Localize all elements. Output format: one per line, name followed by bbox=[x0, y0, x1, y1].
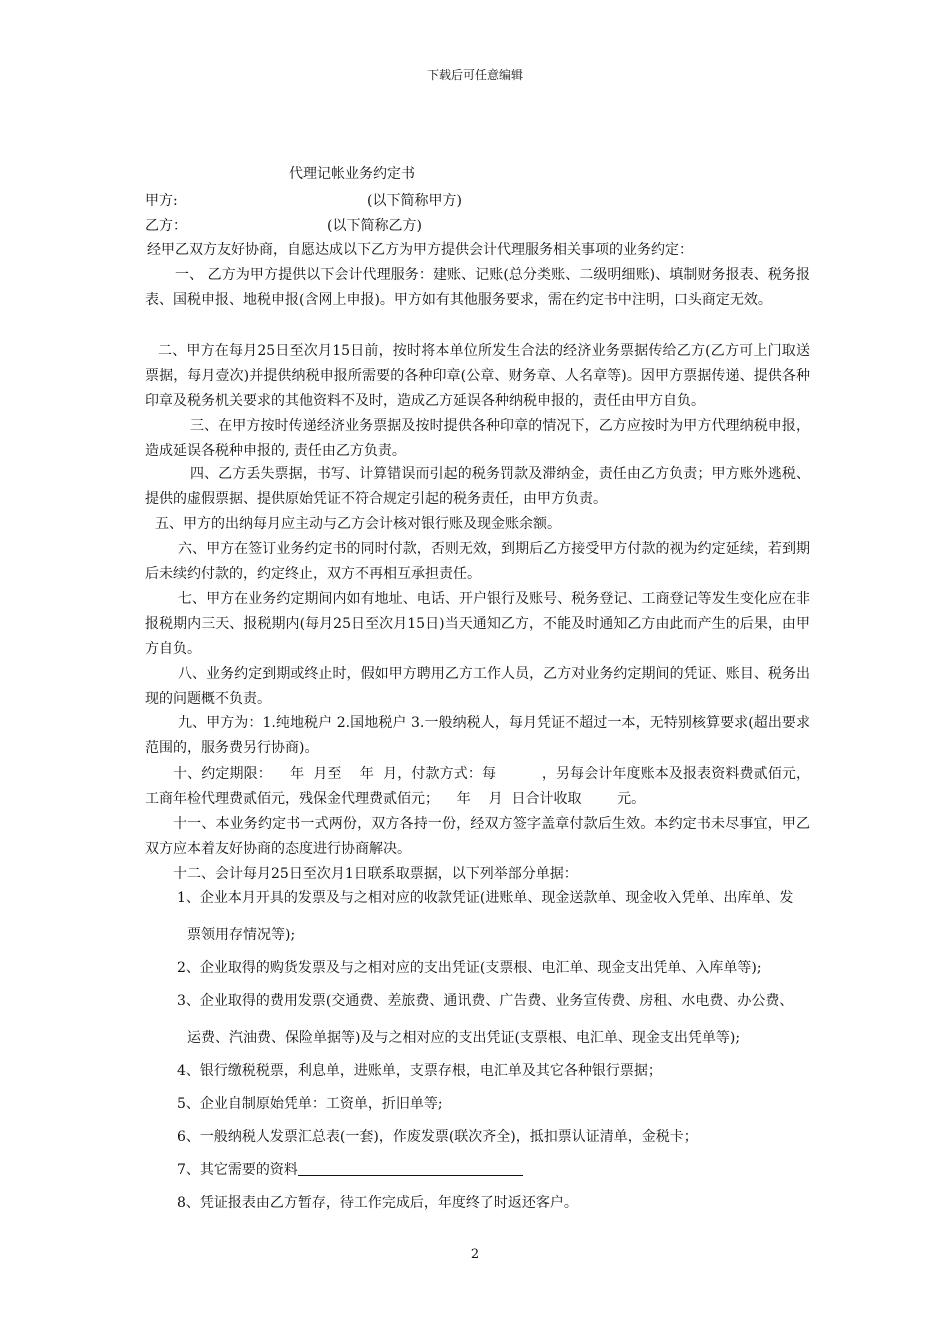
party-b-note: (以下简称乙方) bbox=[327, 218, 422, 234]
list-item: 3、企业取得的费用发票(交通费、差旅费、通讯费、广告费、业务宣传费、房租、水电费、办公费、 运费、汽油费、保险单据等)及与之相对应的支出凭证(支票根、电汇单、现金支出凭单等); bbox=[177, 993, 794, 1046]
clause-9: 九、甲方为：1.纯地税户 2.国地税户 3.一般纳税人，每月凭证不超过一本，无特别核算要求(超出要求范围的，服务费另行协商)。 bbox=[145, 715, 810, 756]
list-item: 2、企业取得的购货发票及与之相对应的支出凭证(支票根、电汇单、现金支出凭单、入库单等); bbox=[177, 960, 762, 976]
page-number: 2 bbox=[470, 1247, 480, 1262]
clause-11: 十一、本业务约定书一式两份，双方各持一份，经双方签字盖章付款后生效。本约定书未尽事宜，甲乙双方应本着友好协商的态度进行协商解决。 bbox=[145, 816, 810, 857]
intro-paragraph: 经甲乙双方友好协商，自愿达成以下乙方为甲方提供会计代理服务相关事项的业务约定： bbox=[147, 242, 693, 258]
clause-10: 十、约定期限： 年 月至 年 月，付款方式：每 ，另每会计年度账本及报表资料费贰佰元，工商年检代理费贰佰元，残保金代理费贰佰元； 年 月 日合计收取 元。 bbox=[145, 766, 810, 807]
clause-7: 七、甲方在业务约定期间内如有地址、电话、开户银行及账号、税务登记、工商登记等发生变化应在非报税期内三天、报税期内(每月25日至次月15日)当天通知乙方，不能及时通知乙方由此而产生的后果，由甲方自负。 bbox=[145, 591, 810, 657]
party-a-label: 甲方: bbox=[145, 193, 178, 209]
list-item: 8、凭证报表由乙方暂存，待工作完成后，年度终了时返还客户。 bbox=[177, 1195, 578, 1211]
party-a-line bbox=[145, 191, 462, 211]
fill-in-blank bbox=[298, 1161, 523, 1176]
clause-3: 三、在甲方按时传递经济业务票据及按时提供各种印章的情况下，乙方应按时为甲方代理纳税申报，造成延误各税种申报的, 责任由乙方负责。 bbox=[145, 418, 810, 459]
party-b-label: 乙方： bbox=[145, 218, 187, 234]
list-item: 5、企业自制原始凭单：工资单，折旧单等; bbox=[177, 1096, 443, 1112]
list-item: 1、企业本月开具的发票及与之相对应的收款凭证(进账单、现金送款单、现金收入凭单、出库单、发 票领用存情况等); bbox=[177, 890, 794, 943]
list-item: 4、银行缴税税票，利息单，进账单，支票存根，电汇单及其它各种银行票据； bbox=[177, 1063, 662, 1079]
list-item: 7、其它需要的资料 bbox=[177, 1160, 812, 1180]
clause-5: 五、甲方的出纳每月应主动与乙方会计核对银行账及现金账余额。 bbox=[155, 516, 561, 532]
list-item: 6、一般纳税人发票汇总表(一套)，作废发票(联次齐全)，抵扣票认证清单，金税卡； bbox=[177, 1129, 698, 1145]
header-note: 下载后可任意编辑 bbox=[426, 68, 523, 82]
clause-6: 六、甲方在签订业务约定书的同时付款，否则无效，到期后乙方接受甲方付款的视为约定延续，若到期后未续约付款的，约定终止，双方不再相互承担责任。 bbox=[145, 541, 810, 582]
document-title: 代理记帐业务约定书 bbox=[289, 166, 415, 182]
clause-2: 二、甲方在每月25日至次月15日前，按时将本单位所发生合法的经济业务票据传给乙方(乙方可上门取送票据，每月壹次)并提供纳税申报所需要的各种印章(公章、财务章、人名章等)。因甲方票据传递、提供各种印章及税务机关要求的其他资料不及时，造成乙方延误各种纳税申报的，责任由甲方自负。 bbox=[145, 343, 810, 409]
party-b-line bbox=[145, 216, 422, 236]
clause-1: 一、 乙方为甲方提供以下会计代理服务：建账、记账(总分类账、二级明细账)、填制财务报表、税务报表、国税申报、地税申报(含网上申报)。甲方如有其他服务要求，需在约定书中注明，口头商定无效。 bbox=[145, 267, 810, 308]
clause-8: 八、业务约定到期或终止时，假如甲方聘用乙方工作人员，乙方对业务约定期间的凭证、账目、税务出现的问题概不负责。 bbox=[145, 666, 810, 707]
clause-12: 十二、会计每月25日至次月1日联系取票据，以下列举部分单据： bbox=[173, 866, 578, 882]
clause-4: 四、乙方丢失票据，书写、计算错误而引起的税务罚款及滞纳金，责任由乙方负责；甲方账外逃税、提供的虚假票据、提供原始凭证不符合规定引起的税务责任，由甲方负责。 bbox=[145, 466, 810, 507]
party-a-note: (以下简称甲方) bbox=[367, 193, 462, 209]
